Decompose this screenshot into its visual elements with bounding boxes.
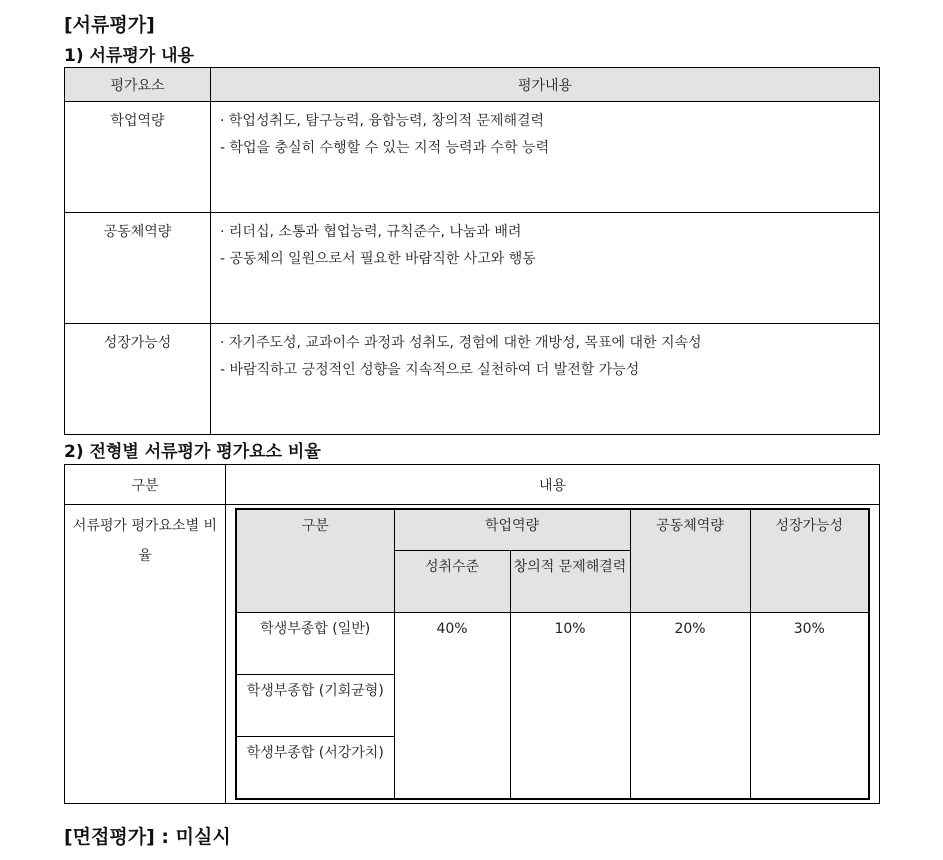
header-row [65,465,880,505]
type-cell: 학생부종합 (기회균형) [236,675,394,737]
content-line: - 학업을 충실히 수행할 수 있는 지적 능력과 수학 능력 [220,140,550,156]
section-title: [서류평가] [64,14,155,36]
inner-header-gubun: 구분 [236,509,394,613]
factor-cell: 공동체역량 [65,213,211,324]
type-cell: 학생부종합 (서강가치) [236,737,394,800]
interview-title: [면접평가] : 미실시 [64,826,231,848]
table-row [65,213,880,324]
ratio-outer-table [64,464,880,804]
ratio-cell [226,505,880,804]
header-gubun: 구분 [65,465,226,505]
content-cell [211,324,880,435]
content-line: - 공동체의 일원으로서 필요한 바람직한 사고와 행동 [220,251,536,267]
table-row [65,102,880,213]
factor-cell: 성장가능성 [65,324,211,435]
inner-header-community: 공동체역량 [630,509,750,613]
header-row [65,68,880,102]
value-creative: 10% [510,613,630,800]
table-row [65,505,880,804]
content-line: · 자기주도성, 교과이수 과정과 성취도, 경험에 대한 개방성, 목표에 대한 지속성 [220,335,702,351]
header-factor: 평가요소 [65,68,211,102]
content-line: · 학업성취도, 탐구능력, 융합능력, 창의적 문제해결력 [220,113,545,129]
value-achievement: 40% [394,613,510,800]
ratio-inner-table [235,508,870,800]
inner-header-row [236,509,869,551]
header-content: 평가내용 [211,68,880,102]
table-row [236,613,869,675]
content-cell [211,213,880,324]
subsection-2-title: 2) 전형별 서류평가 평가요소 비율 [64,442,321,462]
content-cell [211,102,880,213]
inner-header-growth: 성장가능성 [750,509,869,613]
header-content: 내용 [226,465,880,505]
factor-cell: 학업역량 [65,102,211,213]
type-cell: 학생부종합 (일반) [236,613,394,675]
evaluation-content-table [64,67,880,435]
content-line: - 바람직하고 긍정적인 성향을 지속적으로 실천하여 더 발전할 가능성 [220,362,640,378]
inner-subheader-creative: 창의적 문제해결력 [510,551,630,613]
value-community: 20% [630,613,750,800]
inner-header-academic: 학업역량 [394,509,630,551]
subsection-1-title: 1) 서류평가 내용 [64,46,194,66]
row-label: 서류평가 평가요소별 비율 [65,505,226,804]
value-growth: 30% [750,613,869,800]
table-row [65,324,880,435]
content-line: · 리더십, 소통과 협업능력, 규칙준수, 나눔과 배려 [220,224,522,240]
inner-subheader-achievement: 성취수준 [394,551,510,613]
